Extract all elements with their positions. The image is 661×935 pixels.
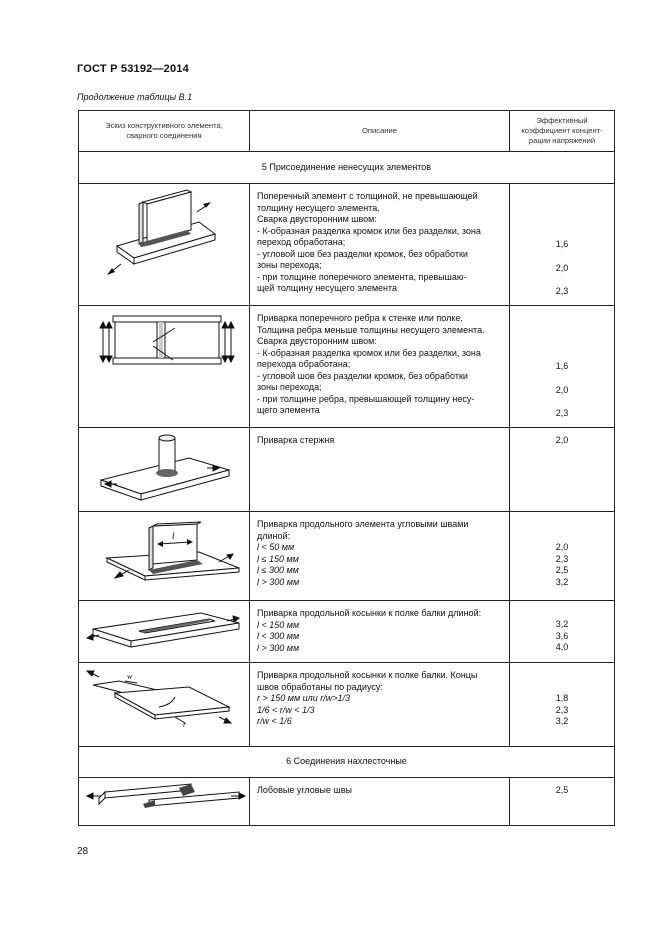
coefficient-cell: [510, 184, 615, 306]
page-number: 28: [77, 846, 89, 857]
description-line: l ≤ 150 мм: [257, 553, 299, 564]
transverse-element-sketch: [79, 184, 250, 306]
table-row: [79, 601, 615, 663]
column-header-coef-line: коэффициент концент-: [521, 126, 603, 135]
description-line: l > 300 мм: [257, 576, 300, 587]
length-label: l: [172, 531, 175, 541]
description-cell: [250, 663, 510, 747]
coefficient-cell: [510, 428, 615, 512]
description-line: - угловой шов без разделки кромок, без обработки: [257, 248, 468, 259]
description-line: щей толщину несущего элемента: [257, 283, 398, 293]
description-line: - угловой шов без разделки кромок, без обработки: [257, 370, 468, 381]
coefficient-value: 1,6: [555, 239, 569, 249]
description-line: Приварка стержня: [257, 435, 335, 445]
description-line: Приварка продольной косынки к полке балки длиной:: [257, 608, 482, 618]
table-row: [79, 512, 615, 601]
description-line: 1/6 < r/w < 1/3: [257, 704, 315, 715]
stress-concentration-table: [78, 110, 615, 826]
coefficient-cell: [510, 601, 615, 663]
description-cell: [250, 778, 510, 826]
description-line: Сварка двусторонним швом:: [257, 336, 377, 346]
description-line: швов обработаны по радиусу:: [257, 681, 383, 692]
radius-label: r: [183, 720, 187, 729]
description-line: Сварка двусторонним швом:: [257, 214, 377, 224]
coefficient-value: 4,0: [555, 642, 569, 652]
rib-sketch: [79, 306, 250, 428]
description-cell: [250, 428, 510, 512]
column-header-description: Описание: [250, 111, 510, 152]
description-line: Толщина ребра меньше толщины несущего элемента.: [257, 324, 485, 335]
lap-joint-sketch: [79, 778, 250, 826]
description-line: Приварка продольного элемента угловыми швами: [257, 519, 469, 529]
table-row: [79, 428, 615, 512]
coefficient-value: 3,2: [555, 576, 569, 587]
description-line: перехода обработана;: [257, 359, 351, 369]
description-line: переход обработана;: [257, 237, 346, 247]
coefficient-value: 2,0: [555, 384, 569, 395]
description-cell: [250, 601, 510, 663]
table-continuation-caption: Продолжение таблицы В.1: [77, 92, 193, 102]
document-standard-title: ГОСТ Р 53192—2014: [77, 63, 189, 75]
description-line: Лобовые угловые швы: [257, 785, 352, 795]
description-line: r > 150 мм или r/w>1/3: [257, 693, 350, 703]
coefficient-cell: [510, 306, 615, 428]
section-row: [79, 152, 615, 184]
description-line: l < 300 мм: [257, 631, 300, 641]
coefficient-value: 2,3: [555, 408, 569, 418]
coefficient-value: 2,3: [555, 704, 569, 715]
coefficient-value: 3,6: [555, 630, 569, 641]
column-header-coefficient: [510, 111, 615, 152]
section-row: [79, 747, 615, 778]
description-cell: [250, 306, 510, 428]
description-line: - при толщине ребра, превышающей толщину несу-: [257, 393, 475, 404]
table-row: [79, 778, 615, 826]
coefficient-value: 3,2: [555, 619, 569, 629]
coefficient-value: 2,0: [555, 435, 569, 445]
description-line: l < 50 мм: [257, 542, 295, 552]
column-header-sketch-line: Эскиз конструктивного элемента,: [105, 121, 223, 130]
description-line: - при толщине поперечного элемента, превышаю-: [257, 271, 467, 282]
column-header-coef-line: рации напряжений: [528, 136, 596, 145]
table-row: [79, 663, 615, 747]
coefficient-value: 2,3: [555, 286, 569, 296]
description-line: l < 150 мм: [257, 619, 300, 630]
column-header-sketch-line: сварного соединения: [126, 131, 202, 140]
description-cell: [250, 512, 510, 601]
column-header-coef-line: Эффективный: [536, 116, 588, 125]
description-line: Поперечный элемент с толщиной, не превышающей: [257, 191, 478, 201]
table-header-row: [79, 111, 615, 152]
coefficient-value: 2,3: [555, 553, 569, 564]
column-header-sketch: [79, 111, 250, 152]
coefficient-value: 2,0: [555, 542, 569, 552]
table-row: [79, 184, 615, 306]
coefficient-value: 1,6: [555, 361, 569, 371]
coefficient-value: 2,5: [555, 565, 569, 575]
longitudinal-element-sketch: [79, 512, 250, 601]
coefficient-cell: [510, 663, 615, 747]
description-line: Приварка поперечного ребра к стенке или полке.: [257, 313, 463, 323]
description-cell: [250, 184, 510, 306]
coefficient-cell: [510, 512, 615, 601]
description-line: l > 300 мм: [257, 642, 300, 653]
description-line: - К-образная разделка кромок или без разделки, зона: [257, 347, 481, 358]
section-title: 5 Присоединение ненесущих элементов: [79, 152, 615, 184]
description-line: l ≤ 300 мм: [257, 565, 299, 575]
gusset-sketch: [79, 601, 250, 663]
gusset-radius-sketch: [79, 663, 250, 747]
coefficient-value: 3,2: [555, 716, 569, 726]
description-line: длиной:: [257, 530, 291, 541]
coefficient-value: 1,8: [555, 693, 569, 703]
coefficient-cell: [510, 778, 615, 826]
description-line: - К-образная разделка кромок или без разделки, зона: [257, 225, 481, 236]
description-line: Приварка продольной косынки к полке балки. Концы: [257, 670, 478, 680]
rod-sketch: [79, 428, 250, 512]
coefficient-value: 2,5: [555, 785, 569, 795]
width-label: w: [127, 672, 133, 681]
description-line: зоны перехода;: [257, 260, 322, 270]
section-title: 6 Соединения нахлесточные: [79, 747, 615, 778]
table-row: [79, 306, 615, 428]
description-line: r/w < 1/6: [257, 716, 292, 726]
coefficient-value: 2,0: [555, 262, 569, 273]
description-line: зоны перехода;: [257, 382, 322, 392]
description-line: щего элемента: [257, 405, 320, 415]
description-line: толщину несущего элемента.: [257, 202, 380, 213]
